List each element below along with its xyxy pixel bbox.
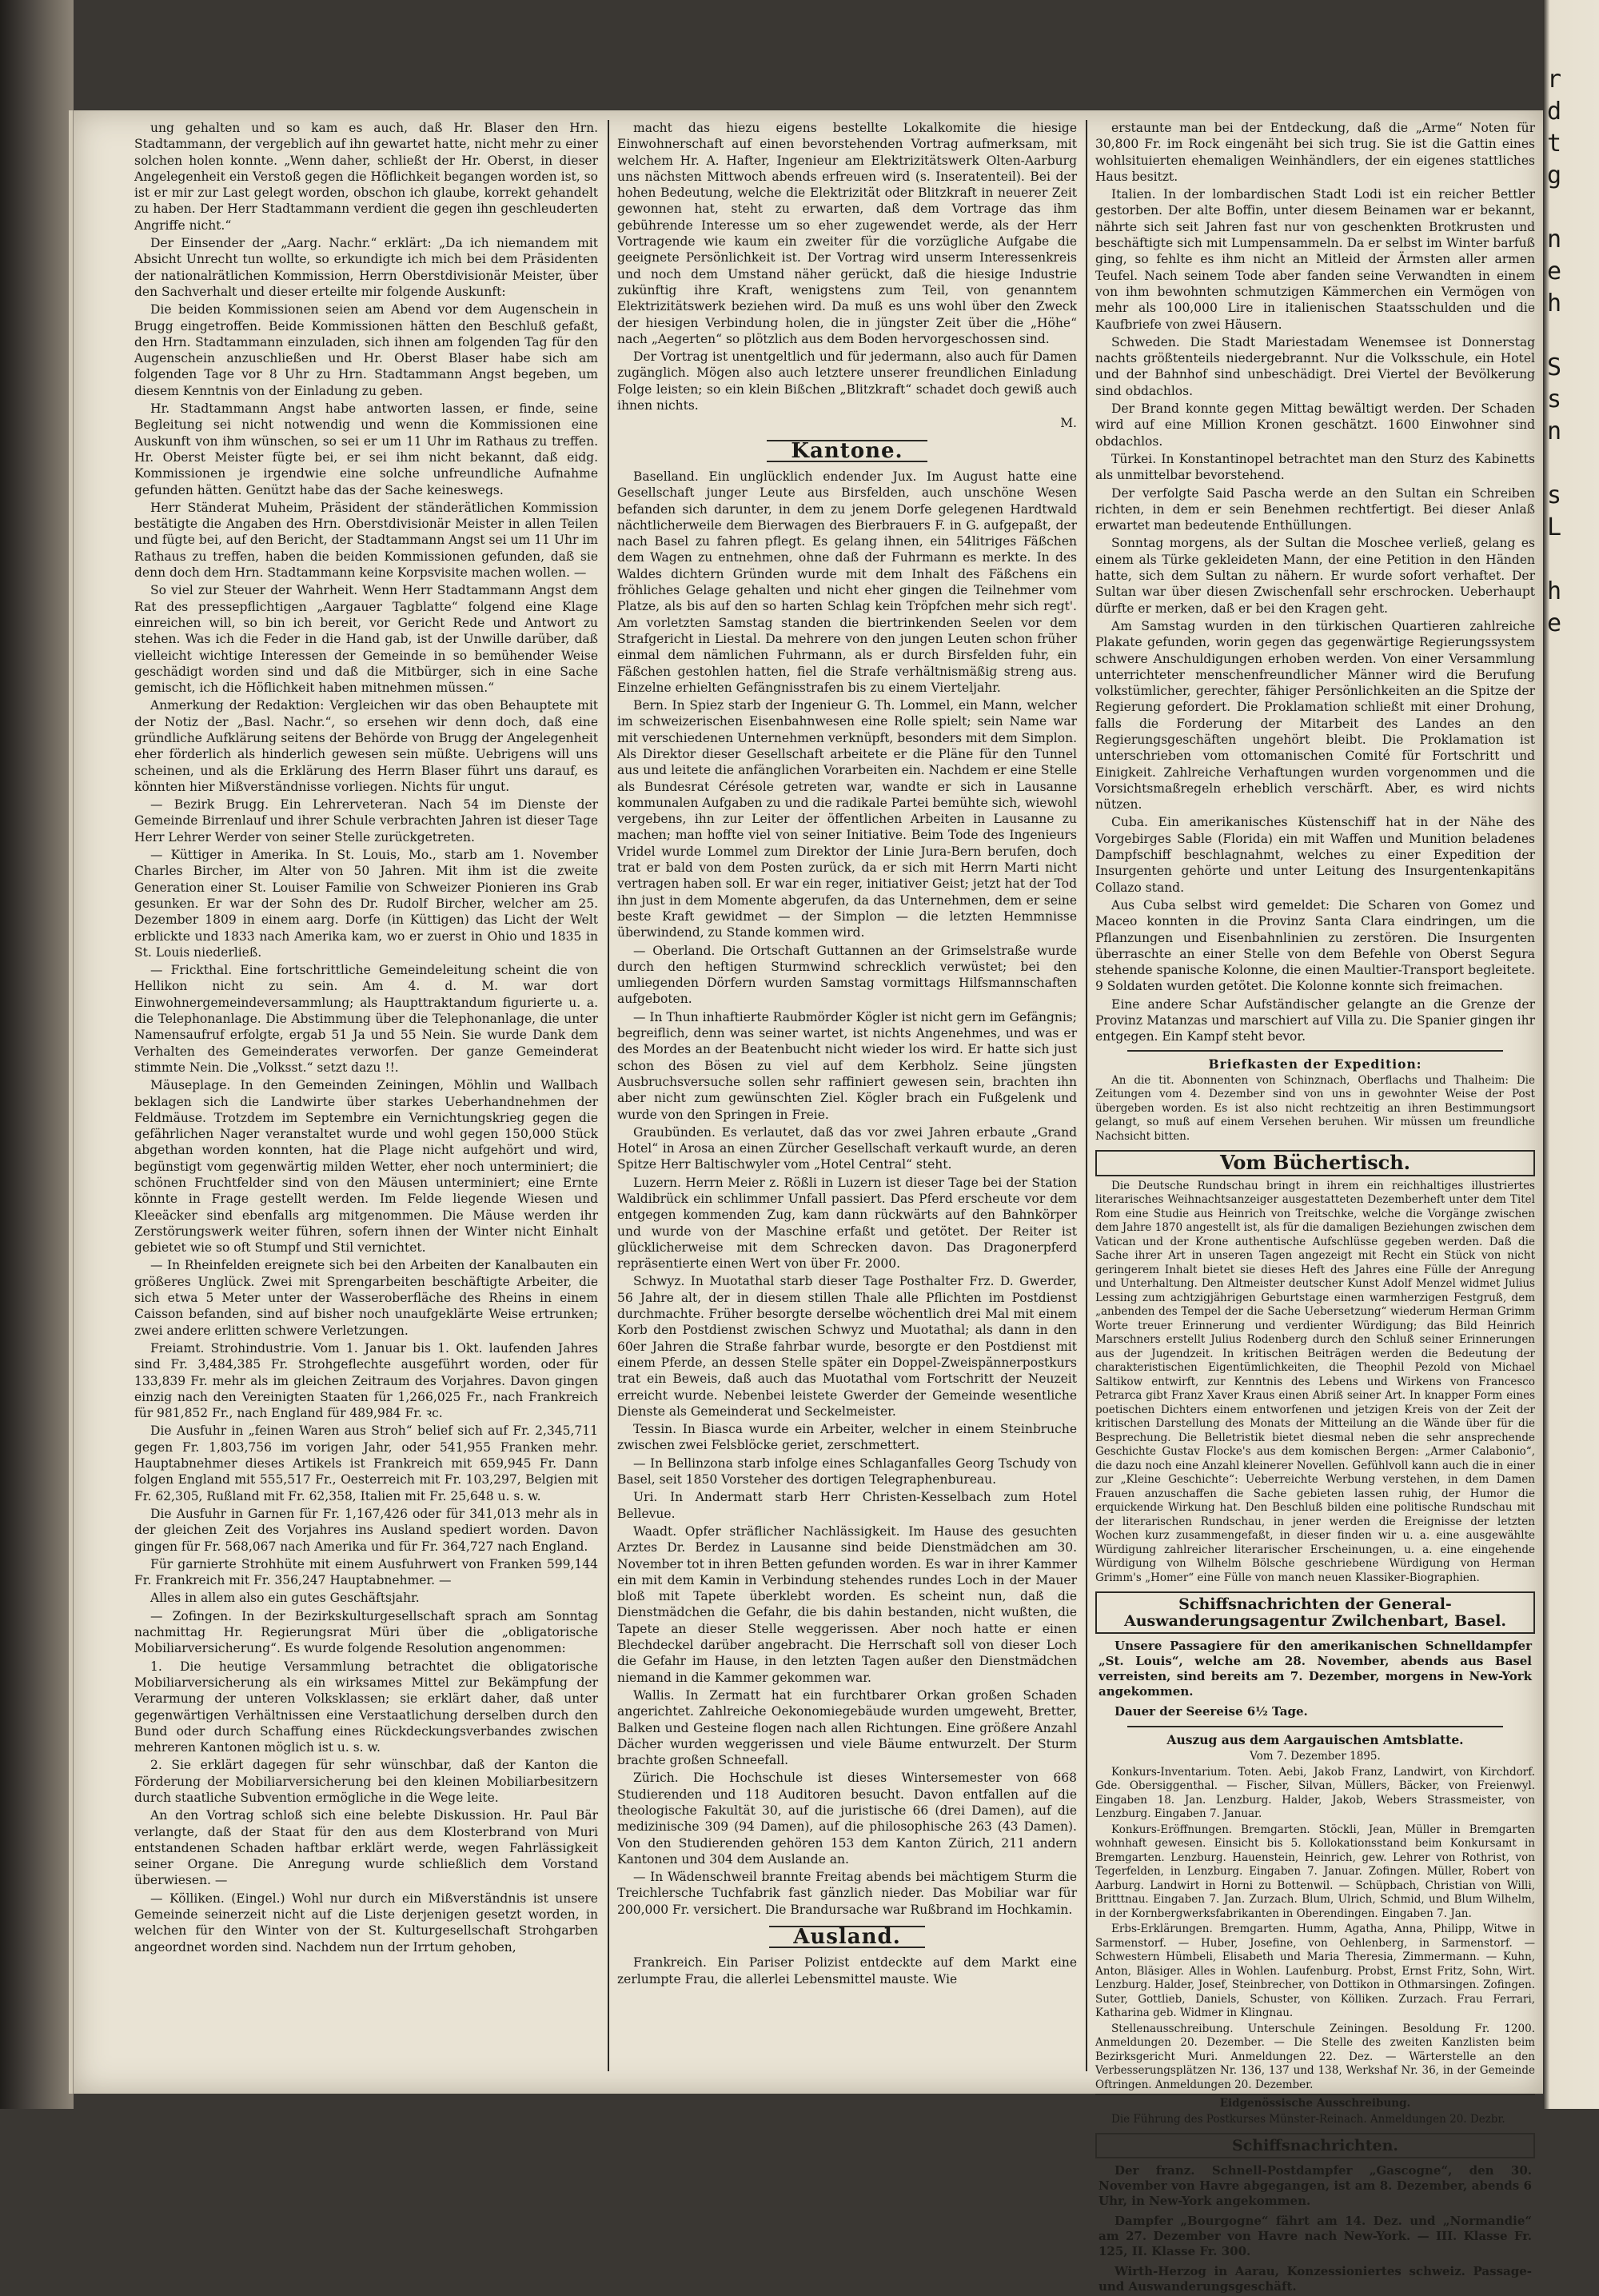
article-paragraph: Türkei. In Konstantinopel betrachtet man den Sturz des Kabinetts als unmittelbar bevorstehend. [1095, 451, 1535, 483]
schiffsnachrichten-text: Unsere Passagiere für den amerikanischen Schnelldampfer „St. Louis“, welche am 28. November, abends aus Basel verreisten, sind bereits am 7. Dezember, morgens in New-York angekommen. [1099, 1638, 1532, 1699]
article-paragraph: Konkurs-Eröffnungen. Bremgarten. Stöckli, Jean, Müller in Bremgarten wohnhaft gewesen. Einsicht bis 5. Kollokationsstand beim Konkursamt in Bremgarten. Lenzburg. Hauenstein, Heinrich, gew. Lehrer von Rothrist, von Tegerfelden, in Lenzburg. Eingaben 7. Januar. Zofingen. Müller, Robert von Aarburg. Landwirt in Horni zu Bottenwil. — Schüpbach, Christian von Willi, Britttnau. Eingaben 7. Jan. Zurzach. Blum, Ulrich, Schmid, und Blum Wilhelm, in der Kornbergwerksfabrikanten in Oberendingen. Eingaben 7. Jan. [1095, 1823, 1535, 1920]
article-paragraph: Am Samstag wurden in den türkischen Quartieren zahlreiche Plakate gefunden, worin gegen das gegenwärtige Regierungssystem schwere Anschuldigungen erhoben werden. Von einer Versammlung unterrichteter menschenfreundlicher Männer wird die Berufung volkstümlicher, gerechter, fähiger Persönlichkeiten an die Spitze der Regierung gefordert. Die Proklamation schließt mit einer Drohung, falls die Forderung der Mitarbeit des Landes an den Regierungsgeschäften ungehört bleibt. Die Proklamation ist unterschrieben vom ottomanischen Comité für Fortschritt und Einigkeit. Zahlreiche Verhaftungen wurden vorgenommen und die Vorsichtsmaßregeln erheblich verschärft. Aber, es wird nichts nützen. [1095, 618, 1535, 813]
schiffsnachrichten-2-text: Der franz. Schnell-Postdampfer „Gascogne“, den 30. November von Havre abgegangen, ist am 8. Dezember, abends 6 Uhr, in New-York angekommen. [1099, 2163, 1532, 2209]
article-paragraph: Eine andere Schar Aufständischer gelangte an die Grenze der Provinz Matanzas und marschiert auf Villa zu. Die Spanier gingen ihr entgegen. Ein Kampf steht bevor. [1095, 996, 1535, 1044]
article-paragraph: — In Thun inhaftierte Raubmörder Kögler ist nicht gern im Gefängnis; begreiflich, denn was seiner wartet, ist nichts Angenehmes, und was er des Mordes an der Beatenbucht nicht wieder los wird. Er hatte sich just schon des Bösen zu viel auf dem Kerbholz. Seine jüngsten Ausbruchsversuche sollen sehr raffiniert gewesen sein, brachten ihn aber nicht zum gewünschten Ziel. Kögler brach ein Fußgelenk und wurde von den Springen in Freie. [617, 1009, 1077, 1122]
divider [1127, 1726, 1503, 1727]
article-paragraph: Anmerkung der Redaktion: Vergleichen wir das oben Behauptete mit der Notiz der „Basl. Nachr.“, so ersehen wir denn doch, daß eine gründliche Aufklärung seitens der Behörde von Brugg der Angelegenheit eher förderlich als hinderlich gewesen sein müßte. Uebrigens will uns scheinen, und als die Erklärung des Herrn Blaser führt uns darauf, es könnten hier Mißverständnisse vorliegen. Nichts für ungut. [134, 698, 598, 794]
article-paragraph: Hr. Stadtammann Angst habe antworten lassen, er finde, seine Begleitung sei nicht notwendig und wenn die Kommissionen eine Auskunft von ihm wünschen, so sei er um 11 Uhr im Rathaus zu treffen. Hr. Oberst Meister fügte bei, er sei ihm nicht bekannt, daß eidg. Kommissionen je irgendwie eine solche unfreundliche Aufnahme gefunden hätten. Genützt habe das der Sache keineswegs. [134, 401, 598, 497]
column-rule-1 [608, 120, 609, 2071]
article-paragraph: — Zofingen. In der Bezirkskulturgesellschaft sprach am Sonntag nachmittag Hr. Regierungsrat Müri über die „obligatorische Mobiliarversicherung“. Es wurde folgende Resolution angenommen: [134, 1608, 598, 1656]
ausland-news [617, 1955, 1077, 1987]
amtsblatt-items [1095, 1766, 1535, 2093]
article-paragraph: 1. Die heutige Versammlung betrachtet die obligatorische Mobiliarversicherung als ein wirksames Mittel zur Bekämpfung der Verarmung der unteren Volksklassen; sie erklärt daher, daß unter gegenwärtigen Verhältnissen eine Verstaatlichung derselben durch den Bund oder durch Schaffung eines Rückdeckungsverbandes zwischen mehreren Kantonen möglich ist u. s. w. [134, 1659, 598, 1755]
article-paragraph: Die Ausfuhr in „feinen Waren aus Stroh“ belief sich auf Fr. 2,345,711 gegen Fr. 1,803,756 im vorigen Jahr, oder 541,955 Franken mehr. Hauptabnehmer dieses Artikels ist Frankreich mit 659,945 Fr. Dann folgen England mit 555,517 Fr., Oesterreich mit Fr. 103,297, Belgien mit Fr. 62,305, Rußland mit Fr. 62,358, Italien mit Fr. 25,648 u. s. w. [134, 1424, 598, 1503]
column-2-lead-article [617, 120, 1077, 413]
article-paragraph: — Bezirk Brugg. Ein Lehrerveteran. Nach 54 im Dienste der Gemeinde Birrenlauf und ihrer Schule verbrachten Jahren ist dieser Tage Herr Lehrer Werder von seiner Stelle zurückgetreten. [134, 797, 598, 845]
article-paragraph: Alles in allem also ein gutes Geschäftsjahr. [150, 1591, 420, 1606]
divider [1127, 1050, 1503, 1052]
buechertisch-text: Die Deutsche Rundschau bringt in ihrem ein reichhaltiges illustriertes literarisches Weihnachtsanzeiger ausgestatteten Dezemberheft unter dem Titel Rom eine Studie aus Heinrich von Treitschke, welche die Vorgänge zwischen dem Jahre 1870 angestellt ist, als für die damaligen Beziehungen zwischen dem Vatican und der Krone authentische Aufschlüsse gegeben werden. Daß die Sache ihrer Art in unseren Tagen angezeigt mit Recht ein Stück von nicht geringerem Inhalt bietet sie dieses Heft des Jahres eine Fülle der Anregung und Unterhaltung. Den Altmeister deutscher Kunst Adolf Menzel widmet Julius Lessing zum achtzigjährigen Geburtstage einen warmherzigen Festgruß, dem „anbenden des Tempel der die Sache Uebersetzung“ wiederum Herman Grimm Worte treuer Erinnerung und verdienter Würdigung; das Bild Heinrich Marschners erstellt Julius Rodenberg durch den Schluß seiner Erinnerungen aus der Jugendzeit. In kritischen Beiträgen werden die Bedeutung der charakteristischen Eigentümlichkeiten, die Theophil Pezold von Michael Saltikow entwirft, zur Kenntnis des Lebens und Wirkens von Francesco Petrarca gibt Franz Xaver Kraus einen Abriß seiner Art. In knapper Form eines poetischen Dichters einem entworfenen und jetzigen Kreis von der Zeit der kritischen Darstellung des Monats der Mitteilung an die Wände über für die Besprechung. Die Belletristik bietet diesmal neben die sehr ansprechende Geschichte Gustav Flocke's aus dem komischen Bergen: „Armer Calabonio“, die dazu noch eine Anzahl kleinerer Novellen. Gefühlvoll kann auch die in einer zur „Kleine Geschichte“: Ueberreichte Werbung verstehen, in dem Damen Frauen anzuschaffen die Sache gebieten lassen ruhig, der Humor die erquickende Wirkung hat. Den Beschluß bilden eine politische Rundschau mit der literarischen Rundschau, in jener werden die Ereignisse der letzten Wochen kurz zusammengefaßt, in dieser finden wir u. a. eine ausgewählte Würdigung zahlreicher literarischer Erscheinungen, u. a. eine eingehende Würdigung von Wilhelm Bölsche geschriebene Würdigung von Herman Grimm's „Homer“ eine Fülle von manch neuen Klassiker-Biographien. [1095, 1179, 1535, 1584]
article-paragraph: Die Ausfuhr in Garnen für Fr. 1,167,426 oder für 341,013 mehr als in der gleichen Zeit des Vorjahres ins Ausland spediert worden. Davon gingen für Fr. 568,067 nach Amerika und für Fr. 364,727 nach England. [134, 1506, 598, 1554]
article-paragraph: Bern. In Spiez starb der Ingenieur G. Th. Lommel, ein Mann, welcher im schweizerischen Eisenbahnwesen eine Rolle spielt; sein Name war mit verschiedenen Unternehmen verknüpft, besonders mit dem Simplon. Als Direktor dieser Gesellschaft arbeitete er die Pläne für den Tunnel aus und leitete die anfänglichen Vorarbeiten ein. Nachdem er eine Stelle als Bundesrat Cérésole getreten war, wandte er sich in Lausanne kommunalen Aufgaben zu und die radikale Partei bemühte sich, wiewohl vergebens, ihn zur Leiter der öffentlichen Arbeiten in Lausanne zu machen; man hoffte viel von seiner Initiative. Beim Tode des Ingenieurs Vridel wurde Lommel zum Direktor der Linie Jura-Bern berufen, doch trat er bald von dem Posten zurück, da er sich mit Herrn Marti nicht vertragen haben soll. Er war ein reger, initiativer Geist; jetzt hat der Tod ihn just in dem Momente abgerufen, da das Unternehmen, dem er seine beste Kraft gewidmet — der Simplon — die letzten Hemmnisse überwindend, zu Stande kommen wird. [617, 698, 1077, 940]
article-paragraph: So viel zur Steuer der Wahrheit. Wenn Herr Stadtammann Angst dem Rat des pressepflichtigen „Aargauer Tagblatte“ folgend eine Klage einreichen will, so bin ich bereit, vor Gericht Rede und Antwort zu stehen. Was ich die Feder in die Hand gab, ist der Unwille darüber, daß vielleicht wichtige Interessen der Gemeinde in so bemühender Weise geschädigt worden sind und daß die Mitbürger, sich in eine Sache gemischt, ich die Höflichkeit haben mitnehmen müssen.“ [134, 583, 598, 696]
amtsblatt-title: Auszug aus dem Aargauischen Amtsblatte. [1166, 1731, 1464, 1747]
article-paragraph: Für garnierte Strohhüte mit einem Ausfuhrwert von Franken 599,144 Fr. Frankreich mit Fr. 356,247 Hauptabnehmer. — [134, 1556, 598, 1588]
schiffsnachrichten-2-title: Schiffsnachrichten. [1095, 2133, 1535, 2158]
article-paragraph: Wallis. In Zermatt hat ein furchtbarer Orkan großen Schaden angerichtet. Zahlreiche Oekonomiegebäude wurden umgeweht, Bretter, Balken und Gesteine flogen nach allen Richtungen. Eine größere Anzahl Dächer wurden weggerissen und viele Bäume entwurzelt. Der Sturm brachte großen Schneefall. [617, 1687, 1077, 1768]
article-paragraph: Freiamt. Strohindustrie. Vom 1. Januar bis 1. Okt. laufenden Jahres sind Fr. 3,484,385 Fr. Strohgeflechte ausgeführt worden, oder für 133,839 Fr. mehr als im gleichen Zeitraum des Vorjahres. Davon gingen einzig nach den Vereinigten Staaten für 1,266,025 Fr., nach Frankreich für 981,852 Fr., nach England für 489,984 Fr. ꝛc. [134, 1340, 598, 1421]
schiffsnachrichten-title: Schiffsnachrichten der General-Auswanderungsagentur Zwilchenbart, Basel. [1095, 1591, 1535, 1634]
column-2 [617, 120, 1077, 2071]
article-paragraph: Der Vortrag ist unentgeltlich und für jedermann, also auch für Damen zugänglich. Mögen also auch letztere unserer freundlichen Einladung Folge leisten; so ein klein Bißchen „Blitzkraft“ schadet doch gewiß auch ihnen nichts. [617, 349, 1077, 413]
article-paragraph: Luzern. Herrn Meier z. Rößli in Luzern ist dieser Tage bei der Station Waldibrück ein schlimmer Unfall passiert. Das Pferd erscheute vor dem entgegen kommenden Zug, kam dann rückwärts auf den Bahnkörper und wurde von der Maschine erfaßt und getötet. Der Reiter ist glücklicherweise mit dem Schrecken davon. Das Dragonerpferd repräsentierte einen Wert von über Fr. 2000. [617, 1175, 1077, 1272]
briefkasten-text: An die tit. Abonnenten von Schinznach, Oberflachs und Thalheim: Die Zeitungen vom 4. Dezember sind von uns in gewohnter Weise der Post übergeben worden. Es ist also nicht rechtzeitig an ihren Bestimmungsort gelangt, so muß auf einem Versehen beruhen. Wir müssen um freundliche Nachsicht bitten. [1095, 1073, 1535, 1143]
article-paragraph: — Oberland. Die Ortschaft Guttannen an der Grimselstraße wurde durch den heftigen Sturmwind schrecklich verwüstet; bei den umliegenden Dörfern wurden Samstag vormittags Hilfsmannschaften aufgeboten. [617, 943, 1077, 1007]
article-signature: M. [1060, 416, 1077, 431]
article-paragraph: — Kölliken. (Eingel.) Wohl nur durch ein Mißverständnis ist unsere Gemeinde seinerzeit nicht auf die Liste derjenigen gesetzt worden, in welchen für den Winter von der St. Kulturgesellschaft Strohgarben angeordnet worden sind. Nachdem nun der Irrtum gehoben, [134, 1891, 598, 1955]
article-paragraph: ung gehalten und so kam es auch, daß Hr. Blaser den Hrn. Stadtammann, der vergeblich auf ihn gewartet hatte, nicht mehr zu einer solchen holen konnte. „Wenn daher, schließt der Hr. Oberst, in dieser Angelegenheit ein Verstoß gegen die Höflichkeit begangen worden ist, so ist er mir zur Last gelegt worden, obschon ich glaube, korrekt gehandelt zu haben. Der Herr Stadtammann verdient die gegen ihn geschleuderten Angriffe nicht.“ [134, 121, 598, 233]
schiffsnachrichten-duration: Dauer der Seereise 6½ Tage. [1115, 1703, 1308, 1719]
article-paragraph: — Frickthal. Eine fortschrittliche Gemeindeleitung scheint die von Hellikon nicht zu sein. Am 4. d. M. war dort Einwohnergemeindeversammlung; als Haupttraktandum figurierte u. a. die Telephonanlage. Die Abstimmung über die Telephonanlage, die unter Namensaufruf erfolgte, ergab 51 Ja und 55 Nein. Sie wurde Dank dem Verhalten des Gemeinderates verworfen. Der ganze Gemeinderat stimmte Nein. Die „Volksst.“ setzt dazu !!. [134, 963, 598, 1075]
article-paragraph: Stellenausschreibung. Unterschule Zeiningen. Besoldung Fr. 1200. Anmeldungen 20. Dezember. — Die Stelle des zweiten Kanzlisten beim Bezirksgericht Muri. Anmeldungen 22. Dez. — Wärterstelle an den Verbesserungsplätzen Nr. 136, 137 und 138, Werkshaf Nr. 36, in der Gemeinde Oftringen. Anmeldungen 20. Dezember. [1095, 2022, 1535, 2091]
article-paragraph: — In Rheinfelden ereignete sich bei den Arbeiten der Kanalbauten ein größeres Unglück. Zwei mit Sprengarbeiten beschäftigte Arbeiter, die sich etwa 5 Meter unter der Wasseroberfläche des Rheins in einem Caisson befanden, sind auf bisher noch unaufgeklärte Weise ertrunken; zwei andere erlitten schwere Verletzungen. [134, 1258, 598, 1338]
article-paragraph: Schweden. Die Stadt Mariestadam Wenemsee ist Donnerstag nachts größtenteils niedergebrannt. Nur die Volksschule, ein Hotel und der Bahnhof sind unbeschädigt. Drei Viertel der Bevölkerung sind obdachlos. [1095, 334, 1535, 398]
article-paragraph: — In Bellinzona starb infolge eines Schlaganfalles Georg Tschudy von Basel, seit 1850 Vorsteher des dortigen Telegraphenbureau. [617, 1455, 1077, 1487]
article-paragraph: Schwyz. In Muotathal starb dieser Tage Posthalter Frz. D. Gwerder, 56 Jahre alt, der in diesem stillen Thale alle Pflichten im Postdienst durchmachte. Früher besorgte derselbe wöchentlich drei Mal mit einem Korb den Postdienst zwischen Schwyz und Muotathal; als dann in den 60er Jahren die Straße fahrbar wurde, besorgte er den Postdienst mit einem Pferde, an dessen Stelle später ein Doppel-Zweispännerpostkurs trat ein Beweis, daß auch das Muotathal vom Fortschritt der Neuzeit erreicht wurde. Nebenbei leistete Gwerder der Gemeinde wesentliche Dienste als Gemeinderat und Seckelmeister. [617, 1274, 1077, 1419]
article-paragraph: 2. Sie erklärt dagegen für sehr wünschbar, daß der Kanton die Förderung der Mobiliarversicherung bei den kleinen Mobiliarbesitzern durch staatliche Subvention ermögliche in die Wege leite. [134, 1758, 598, 1805]
article-paragraph: Uri. In Andermatt starb Herr Christen-Kesselbach zum Hotel Bellevue. [617, 1490, 1077, 1521]
adjacent-page-edge-text: r d t g n e h S s n s L h e [1547, 66, 1562, 637]
article-paragraph: Cuba. Ein amerikanisches Küstenschiff hat in der Nähe des Vorgebirges Sable (Florida) ein mit Waffen und Munition beladenes Dampfschiff beschlagnahmt, welches zu einer Expedition der Insurgenten gehörte und unter Leitung des Insurgentenkapitäns Collazo stand. [1095, 815, 1535, 895]
article-paragraph: Konkurs-Inventarium. Toten. Aebi, Jakob Franz, Landwirt, von Kirchdorf. Gde. Obersiggenthal. — Fischer, Silvan, Müllers, Bäcker, von Freienwyl. Eingaben 18. Jan. Lenzburg. Halder, Jakob, Webers Strassmeister, von Lenzburg. Eingaben 7. Januar. [1095, 1765, 1535, 1821]
article-paragraph: — In Wädenschweil brannte Freitag abends bei mächtigem Sturm die Treichlersche Tuchfabrik fast gänzlich nieder. Das Mobiliar war für 200,000 Fr. versichert. Die Brandursache war Rußbrand im Hochkamin. [617, 1870, 1077, 1917]
article-paragraph: Erbs-Erklärungen. Bremgarten. Humm, Agatha, Anna, Philipp, Witwe in Sarmenstorf. — Huber, Josefine, von Oehlenberg, in Sarmenstorf. — Schwestern Hümbeli, Elisabeth und Maria Theresia, Zimmermann. — Kuhn, Anton, Bläsiger. Alles in Wohlen. Laufenburg. Probst, Ernst Fritz, Sohn, Wirt. Lenzburg. Halder, Josef, Steinbrecher, von Dottikon in Othmarsingen. Zofingen. Suter, Gottlieb, Daniels, Schuster, von Kölliken. Zurzach. Frau Ferrari, Katharina geb. Widmer in Klingnau. [1095, 1923, 1535, 2020]
article-paragraph: Der Einsender der „Aarg. Nachr.“ erklärt: „Da ich niemandem mit Absicht Unrecht tun wollte, so erkundigte ich mich bei dem Präsidenten der nationalrätlichen Kommission, Herrn Oberstdivisionär Meister, über den Sachverhalt und dieser erteilte mir folgende Auskunft: [134, 236, 598, 299]
section-heading-ausland: Ausland. [617, 1926, 1077, 1948]
page-stack-edge [69, 110, 73, 2094]
amtsblatt-date: Vom 7. Dezember 1895. [1250, 1750, 1381, 1763]
article-paragraph: erstaunte man bei der Entdeckung, daß die „Arme“ Noten für 30,800 Fr. im Rock eingenäht bei sich trug. Sie ist die Gattin eines wohlsituierten ehemaligen Weinhändlers, der ein eigenes stattliches Haus besitzt. [1095, 121, 1535, 184]
book-gutter [0, 0, 74, 2109]
article-paragraph: Sonntag morgens, als der Sultan die Moschee verließ, gelang es einem als Türke gekleideten Mann, der eine Petition in den Händen hatte, sich dem Sultan zu nähern. Er wurde sofort verhaftet. Der Sultan war über diesen Zwischenfall sehr erschrocken. Ueberhaupt dürfte er merken, daß er bei den Kragen geht. [1095, 536, 1535, 616]
section-heading-kantone: Kantone. [617, 440, 1077, 462]
article-paragraph: macht das hiezu eigens bestellte Lokalkomite die hiesige Einwohnerschaft auf einen bevorstehenden Vortrag aufmerksam, mit welchem Hr. A. Hafter, Ingenieur am Elektrizitätswerk Olten-Aarburg uns nächsten Mittwoch abends erfreuen wird (s. Inseratenteil). Bei der hohen Bedeutung, welche die Elektrizität oder Blitzkraft in neuerer Zeit gewonnen hat, steht zu erwarten, daß dem Vortrage das ihm gebührende Interesse um so eher zugewendet werde, als der Herr Vortragende wie kaum ein zweiter für die vorzügliche Aufgabe die geeignete Persönlichkeit ist. Der Vortrag wird unserm Interessenkreis und noch dem Umstand näher gerückt, daß die hiesige Industrie zukünftig ihre Kraft, wenigstens zum Teil, von genanntem Elektrizitätswerk beziehen wird. Da muß es uns wohl über den Zweck der hiesigen Verbindung holen, die in jüngster Zeit über die „Höhe“ nach „Aegerten“ so plötzlich aus dem Boden hervorgeschossen sind. [617, 121, 1077, 346]
article-paragraph: Waadt. Opfer sträflicher Nachlässigkeit. Im Hause des gesuchten Arztes Dr. Berdez in Lausanne sind beide Dienstmädchen am 30. November tot in ihren Betten gefunden worden. Es war in ihrer Kammer ein mit dem Kamin in Verbindung stehendes rundes Loch in der Mauer bloß mit Tapete überklebt worden. Es scheint nun, daß die Dienstmädchen die Gefahr, die bis dahin bestanden, nicht wußten, die Tapete an dieser Stelle weggerissen. Aber noch hatte er einen Blechdeckel darüber angebracht. Die Herrschaft soll von dieser Loch die Gefahr im Hause, in den letzten Tagen außer den Dienstmädchen niemand in die Kammer gekommen war. [617, 1523, 1077, 1685]
buechertisch-title: Vom Büchertisch. [1095, 1150, 1535, 1176]
kantone-news [617, 469, 1077, 1918]
briefkasten-title: Briefkasten der Expedition: [1208, 1056, 1422, 1072]
article-paragraph: Die beiden Kommissionen seien am Abend vor dem Augenschein in Brugg eingetroffen. Beide Kommissionen hätten den Beschluß gefaßt, den Hrn. Stadtammann einzuladen, sich ihnen am folgenden Tag für den Augenschein anzuschließen und Hr. Oberst Blaser habe sich am folgenden Tage vor 8 Uhr zu Hrn. Stadtammann Angst begeben, um diesem Kenntnis von der Einladung zu geben. [134, 302, 598, 398]
article-paragraph: Frankreich. Ein Pariser Polizist entdeckte auf dem Markt eine zerlumpte Frau, die allerlei Lebensmittel mauste. Wie [617, 1955, 1077, 1987]
schiffsnachrichten-2-agent: Wirth-Herzog in Aarau, Konzessioniertes schweiz. Passage- und Auswanderungsgeschäft. [1099, 2264, 1532, 2294]
article-paragraph: Zürich. Die Hochschule ist dieses Wintersemester von 668 Studierenden und 118 Auditoren besucht. Davon entfallen auf die theologische Fakultät 30, auf die juristische 66 (drei Damen), auf die medizinische 309 (94 Damen), auf die philosophische 263 (43 Damen). Von den Studierenden gehören 153 dem Kanton Zürich, 211 andern Kantonen und 304 dem Auslande an. [617, 1771, 1077, 1867]
article-paragraph: Der verfolgte Said Pascha werde an den Sultan ein Schreiben richten, in dem er sein Benehmen rechtfertigt. Bei dieser Anlaß erwartet man bedeutende Enthüllungen. [1095, 485, 1535, 533]
article-paragraph: Mäuseplage. In den Gemeinden Zeiningen, Möhlin und Wallbach beklagen sich die Landwirte über starkes Ueberhandnehmen der Feldmäuse. Trotzdem im Septembre ein Vernichtungskrieg gegen die gefährlichen Nager veranstaltet wurde und wohl gegen 150,000 Stück abgethan worden konnten, hat die Plage nicht aufgehört und wird, begünstigt vom gegenwärtig milden Wetter, eher noch unterminiert; die schönen Fruchtfelder sind von den Mäusen unterminiert; eine Ernte könnte in Frage gestellt werden. Im Felde liegende Wiesen und Kleeäcker sind ebenfalls arg mitgenommen. Die Mäuse werden ihr Zerstörungswerk weiter führen, sofern ihnen der Winter nicht Einhalt gebietet wie so oft Stumpf und Stil vernichtet. [134, 1078, 598, 1256]
article-paragraph: Tessin. In Biasca wurde ein Arbeiter, welcher in einem Steinbruche zwischen zwei Felsblöcke geriet, zerschmettert. [617, 1422, 1077, 1453]
column-1 [134, 120, 598, 2071]
article-paragraph: An den Vortrag schloß sich eine belebte Diskussion. Hr. Paul Bär verlangte, daß der Staat für den aus dem Klosterbrand von Muri entstandenen Schaden haftbar erklärt werde, wegen Fahrlässigkeit seiner Organe. Die Anregung wurde schließlich dem Vorstand überwiesen. — [134, 1808, 598, 1888]
eidg-ausschreibung-text: Die Führung des Postkurses Münster-Reinach. Anmeldungen 20. Dezbr. [1111, 2112, 1505, 2126]
article-paragraph: Graubünden. Es verlautet, daß das vor zwei Jahren erbaute „Grand Hotel“ in Arosa an einen Zürcher Gesellschaft verkauft wurde, an deren Spitze Herr Baltischwyler vom „Hotel Central“ steht. [617, 1124, 1077, 1172]
article-paragraph: Aus Cuba selbst wird gemeldet: Die Scharen von Gomez und Maceo konnten in die Provinz Santa Clara eindringen, um die Pflanzungen und Eisenbahnlinien zu zerstören. Die Insurgenten überraschte an einer Stelle von dem Befehle von Oberst Segura stehende spanische Kolonne, die einen Maultier-Transport begleitete. 9 Soldaten wurden getötet. Die Kolonne konnte sich freimachen. [1095, 897, 1535, 994]
article-paragraph: Der Brand konnte gegen Mittag bewältigt werden. Der Schaden wird auf eine Million Kronen geschätzt. 1600 Einwohner sind obdachlos. [1095, 401, 1535, 449]
column-rule-2 [1086, 120, 1087, 2071]
article-paragraph: Herr Ständerat Muheim, Präsident der ständerätlichen Kommission bestätigte die Angaben des Hrn. Oberstdivisionär Meister in allen Teilen und fügte bei, auf den Bericht, der Stadtammann Angst sei um 11 Uhr im Rathaus zu treffen, haben die beiden Kommissionen gefunden, daß sie denn doch dem Hrn. Stadtammann keine Korpsvisite machen wollen. — [134, 500, 598, 581]
article-paragraph: — Küttiger in Amerika. In St. Louis, Mo., starb am 1. November Charles Bircher, im Alter von 50 Jahren. Mit ihm ist die zweite Generation einer St. Louiser Familie von Schweizer Pionieren ins Grab gesunken. Er war der Sohn des Dr. Rudolf Bircher, welcher am 25. Dezember 1809 in einem aarg. Dorfe (in Küttigen) das Licht der Welt erblickte und 1833 nach Amerika kam, wo er zuerst in Ohio und 1835 in St. Louis niederließ. [134, 848, 598, 960]
column-3-foreign-news [1095, 120, 1535, 1045]
column-3 [1095, 120, 1535, 2294]
eidg-ausschreibung-title: Eidgenössische Ausschreibung. [1095, 2094, 1535, 2111]
schiffsnachrichten-2-dates: Dampfer „Bourgogne“ fährt am 14. Dez. und „Normandie“ am 27. Dezember von Havre nach New-York. — III. Klasse Fr. 125, II. Klasse Fr. 300. [1099, 2214, 1532, 2259]
article-paragraph: Italien. In der lombardischen Stadt Lodi ist ein reicher Bettler gestorben. Der alte Boffin, unter diesem Beinamen war er bekannt, nährte sich seit Jahren fast nur von geschenkten Brotkrusten und beschäftigte sich mit Lumpensammeln. Da er selbst im Winter barfuß ging, so fehlte es ihm nicht an Mitleid der Ärmsten aller armen Teufel. Nach seinem Tode aber fanden seine Verwandten in einem von ihm bewohnten schmutzigen Kämmerchen ein Vermögen von mehr als 100,000 Lire in italienischen Staatsschulden und die Kaufbriefe von zwei Häusern. [1095, 187, 1535, 332]
article-paragraph: Baselland. Ein unglücklich endender Jux. Im August hatte eine Gesellschaft junger Leute aus Birsfelden, auch unschöne Wesen befanden sich darunter, in dem zu jenem Dorfe gelegenen Hardtwald nächtlicherweile dem Bierwagen des Bierbrauers F. in G. aufgepaßt, der nach Basel zu fahren pflegt. Es gelang ihnen, ein 54litriges Fäßchen dem Wagen zu entnehmen, ohne daß der Fuhrmann es merkte. In des Waldes dichtern Gründen wurde mit dem Inhalt des Fäßchens ein fröhliches Gelage gehalten und nicht eher gingen die Teilnehmer vom Platze, als bis auf den so harten Schlag kein Tröpfchen mehr sich regt'. Am vorletzten Samstag standen die biertrinkenden Seelen vor dem Strafgericht in Liestal. Da mehrere von den jungen Leuten schon früher einmal dem nämlichen Fuhrmann, als er durch Birsfelden fuhr, ein Fäßchen gestohlen hatten, fiel die Strafe verhältnismäßig streng aus. Einzelne erhielten Gefängnisstrafen bis zu einem Vierteljahr. [617, 469, 1077, 695]
